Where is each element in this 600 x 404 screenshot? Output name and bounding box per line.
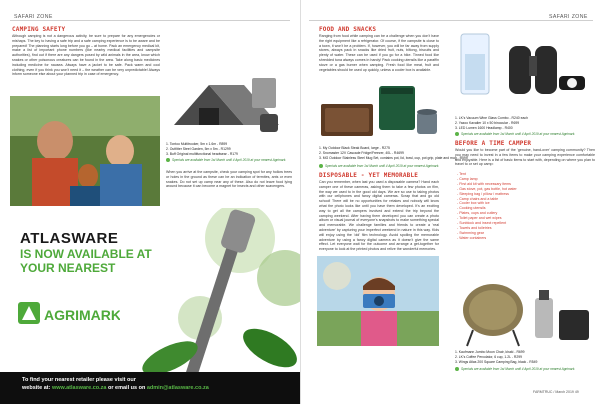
checklist-item: - Sunblock and insect repellent xyxy=(457,221,595,226)
product-line: 1. Tontoo Multitrooker, 5m x 1.6m - R899 xyxy=(166,142,228,146)
binocular-availability-note: Specials are available from 1st March until 4 April 2019 at your nearest Agrimark. xyxy=(455,132,595,136)
checklist-item: - Sleeping bag / pillow / mattress xyxy=(457,192,595,197)
green-dot-icon xyxy=(166,158,170,162)
checklist-item: - Camp chairs and a table xyxy=(457,197,595,202)
camera-availability-note: Specials are available from 1st March until 4 April 2019 at your nearest Agrimark. xyxy=(455,367,595,371)
product-line: 3. Wings Atlas 200 Square Camping Bag, black - R549 xyxy=(455,360,538,364)
product-line: 2. Yazoo Kavalier 10 x 50 binocular - R699 xyxy=(455,121,520,125)
page-footer: FARMTRUC / March 2019 49 xyxy=(533,390,579,394)
disposable-text: Can you remember, when last you used a disposable camera? Hand each camper one of these cameras, asking them to take a few photos on film, the way we used to in the good old days. We are so use to taking photos with our cellphones and fancy digital cameras. Scrap that and go old school! There will be no opportunities for retakes and nobody will know what the photo looks like until you have them developed. It's an exciting way to get all the campers involved and extend the trip beyond the camping weekend. After having them developed you can create a photo album or visual journal of everyone's snapshots to make something special and memorable. We challenge families and friends to create a 'real adventure' by capturing your imperfect weekend in nature in this way. Kids will enjoy using the 'old' film technology. Avoid spoiling the memorable adventure by using a fancy digital camera as it doesn't give the same effect. Let everyone wait for the outcome and arrange a get-together for everyone to look at the printed photos and relive the wonderful memories. xyxy=(319,180,439,252)
top-rule xyxy=(10,20,290,21)
ad-tagline: IS NOW AVAILABLE AT YOUR NEAREST xyxy=(20,247,152,275)
camera-products-list xyxy=(455,350,595,365)
green-dot-icon xyxy=(455,132,459,136)
camping-safety-heading: CAMPING SAFETY xyxy=(12,26,66,33)
product-line: 1. Kaufmann Jumbo Moon Chair, khaki - R699 xyxy=(455,350,525,354)
right-page xyxy=(300,0,600,404)
checklist-item: - Camp lamp xyxy=(457,177,595,182)
food-products-photo xyxy=(317,76,441,144)
product-line: 2. Snomaster 12V Cascade Fridge/Freezer, 40L - R4699 xyxy=(319,151,404,155)
food-products-list xyxy=(319,146,468,161)
checklist-item: - Plates, cups and cutlery xyxy=(457,211,595,216)
binocular-products-list xyxy=(455,116,595,131)
child-camera-photo xyxy=(317,256,439,346)
product-line: 2. LK's Coffee Percolator, 6 cup, 1.2L - R299 xyxy=(455,355,522,359)
product-line: 1. My Outdoor Black Steak Board, large - R275 xyxy=(319,146,390,150)
agrimark-wordmark: AGRIMARK xyxy=(44,307,120,323)
timing-heading: BEFORE A TIME CAMPER xyxy=(455,140,532,147)
product-line: 3. Buff Original multifunctional headwear - R179 xyxy=(166,152,238,156)
email-link[interactable]: admin@atlasware.co.za xyxy=(146,385,209,391)
disposable-heading: DISPOSABLE - YET MEMORABLE xyxy=(319,172,419,179)
green-dot-icon xyxy=(455,367,459,371)
checklist-item: - Towels and toiletries xyxy=(457,226,595,231)
binoculars-photo xyxy=(451,26,591,114)
product-line: 3. MG Outdoor Stainless Steel Mug Set, contains pot, lid, bowl, cup, pot grip, plate and mug - R599 xyxy=(319,156,468,160)
campsite-safety-text: When you arrive at the campsite, check your camping spot for any hollow trees or holes in the ground as these can be an indication of termites, ants or even snakes. Do not set up camp near any of these. Also do not leave food lying around because it can become a magnet for insects and other scavengers. xyxy=(166,170,292,189)
section-tag: SAFARI ZONE xyxy=(14,14,53,20)
ad-footer-text xyxy=(22,376,292,392)
food-availability-note: Specials are available from 1st March until 4 April 2019 at your nearest Agrimark. xyxy=(319,164,443,168)
camping-safety-intro: Although camping is not a dangerous activity, be sure to prepare for any emergencies or mishaps. The key to having a safe trip and a safe camping experience is to be aware and be prepared! The planning starts long before you go – at home. Pack an emergency medical kit, make a list of important phone numbers (like nearby medical facilities and campsite authorities), find out if there are any dangers posed by wild animals in the area, know which snakes or other poisonous creatures can be found in the area. Take along basic medicines including medicine for nausea. Always have a jacket to be safe. Pack warm and cool clothing, even if you think you won't need it – the weather can be very unpredictable! Always inform someone else about your planned trip in case of emergency. xyxy=(12,34,160,77)
family-photo xyxy=(10,96,160,206)
top-rule xyxy=(309,20,593,21)
checklist-item: - Tent xyxy=(457,172,595,177)
section-tag: SAFARI ZONE xyxy=(549,14,588,20)
checklist-item: - Gas stove, pot, gas bottle, hot water xyxy=(457,187,595,192)
checklist-item: - First aid kit with necessary items xyxy=(457,182,595,187)
checklist-item: - Toilet paper and wet wipes xyxy=(457,216,595,221)
green-dot-icon xyxy=(319,164,323,168)
atlasware-logo: ATLASWARE xyxy=(20,230,119,247)
camping-checklist xyxy=(457,172,595,241)
tent-product-photo xyxy=(164,70,290,140)
ad-footer-line1: To find your nearest retailer please visit our xyxy=(22,377,136,383)
website-link[interactable]: www.atlasware.co.za xyxy=(51,385,107,391)
left-products-list xyxy=(166,142,292,157)
agrimark-logo xyxy=(18,300,120,330)
checklist-item: - Cooking utensils xyxy=(457,206,595,211)
left-availability-note: Specials are available from 1st March until 4 April 2019 at your nearest Agrimark. xyxy=(166,158,294,162)
checklist-item: - Swimming gear xyxy=(457,231,595,236)
checklist-item: - Water containers xyxy=(457,236,595,241)
camping-gear-photo xyxy=(453,270,593,348)
product-line: 1. LK's Vacuum Wine Glass Combo - R240 each xyxy=(455,116,528,120)
food-snacks-heading: FOOD AND SNACKS xyxy=(319,26,377,33)
product-line: 2. Outfitter Steel Garden, 5m x 5m - R1299 xyxy=(166,147,231,151)
checklist-item: - Cooler box with ice xyxy=(457,201,595,206)
timing-text: Would you like to become part of the 'genuine, hand-over' camping community? Then you may need to invest in a few items to make your camping experience comfortable and enjoyable. Here is a list of basic items to start with, depending on where you plan to travel to or set up camp: xyxy=(455,148,595,167)
product-line: 3. LED Lumen 1600 Headlamp - R400 xyxy=(455,126,513,130)
food-snacks-text: Ranging from food while camping can be a challenge when you don't have the right equipment like a refrigerator. Of course, if the campsite is close to a town, it won't be a problem. If, however, you will be far away from supply stores, always pack in snacks like dried fruit, nuts, biltong, biscuits and plenty of water. These can be used if you go for a hike. Tinned food like shredded tuna always comes in handy! Pack cooking utensils like a paraffin stove or a gas burner when camping. Fresh food like meat, fruit and vegetables should be used up quickly, unless a cooler box is available. xyxy=(319,34,439,72)
ad-footer-line2: website at: www.atlasware.co.za or email us on admin@atlasware.co.za xyxy=(22,385,209,391)
